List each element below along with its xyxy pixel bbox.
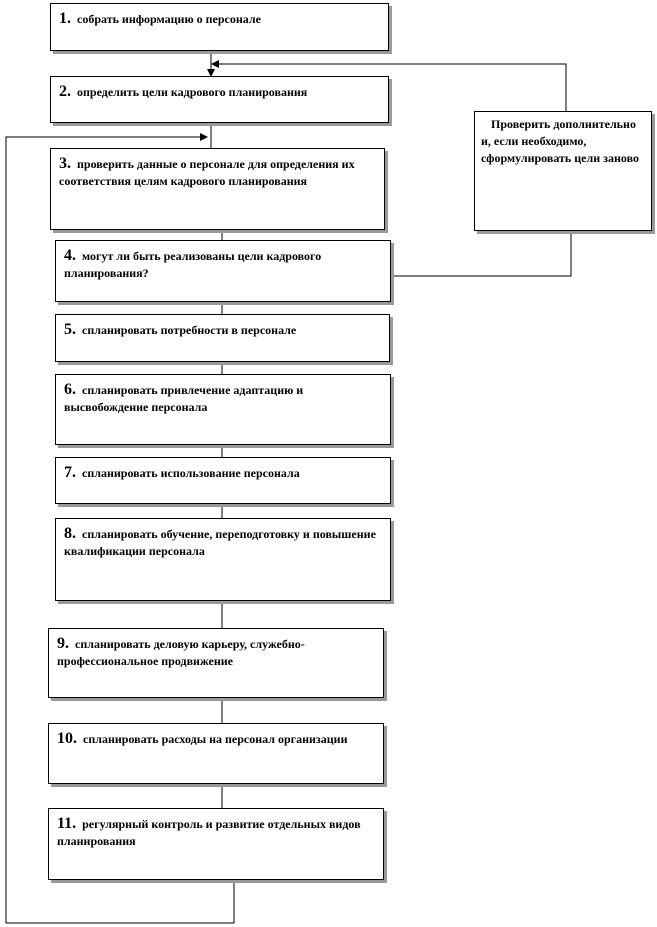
step-1-text: собрать информацию о персонале <box>77 12 261 26</box>
step-5-text: спланировать потребности в персонале <box>82 323 297 337</box>
step-4-text: могут ли быть реализованы цели кадрового планирования? <box>64 249 322 280</box>
step-3-text: проверить данные о персонале для определения их соответствия целям кадрового планирования <box>59 157 355 188</box>
step-8-text: спланировать обучение, переподготовку и повышение квалификации персонала <box>64 527 376 558</box>
step-10-text: спланировать расходы на персонал организации <box>83 732 348 746</box>
feedback-4-to-side <box>391 231 571 276</box>
step-4-box <box>55 240 391 302</box>
step-1-box <box>50 3 389 51</box>
step-7-number: 7. <box>64 464 76 481</box>
step-7-text: спланировать использование персонала <box>82 466 300 480</box>
step-2-number: 2. <box>59 83 71 100</box>
step-9-number: 9. <box>57 635 69 652</box>
step-6-box <box>55 374 391 445</box>
step-2-text: определить цели кадрового планирования <box>77 85 308 99</box>
step-9-text: спланировать деловую карьеру, служебно-профессиональное продвижение <box>57 637 305 668</box>
step-11-text: регулярный контроль и развитие отдельных видов планирования <box>57 817 361 848</box>
step-7-box <box>55 457 391 504</box>
step-11-box <box>48 808 384 880</box>
side-check-box <box>474 111 652 231</box>
step-6-text: спланировать привлечение адаптацию и высвобождение персонала <box>64 383 304 414</box>
step-1-number: 1. <box>59 10 71 27</box>
step-8-number: 8. <box>64 525 76 542</box>
step-11-number: 11. <box>57 815 77 832</box>
step-8-box <box>55 518 391 601</box>
step-3-number: 3. <box>59 155 71 172</box>
step-9-box <box>48 628 384 698</box>
step-10-number: 10. <box>57 730 77 747</box>
step-10-box <box>48 723 384 784</box>
step-5-box <box>55 314 390 362</box>
step-5-number: 5. <box>64 321 76 338</box>
step-4-number: 4. <box>64 247 76 264</box>
step-3-box <box>50 148 385 230</box>
side-check-text: Проверить дополнительно и, если необходимо, сформулировать цели заново <box>481 117 639 165</box>
step-2-box <box>50 76 389 123</box>
step-6-number: 6. <box>64 381 76 398</box>
